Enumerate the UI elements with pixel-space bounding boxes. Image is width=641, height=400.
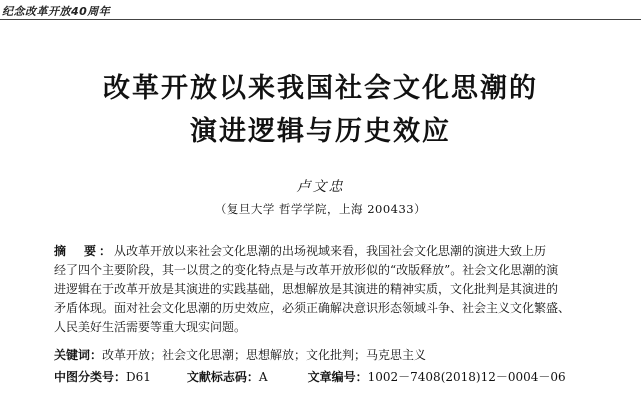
- abstract-line-2: 经了四个主要阶段，其一以贯之的变化特点是与改革开放形似的“改版释放”。社会文化思潮的演: [54, 263, 559, 277]
- abstract-text-1: 从改革开放以来社会文化思潮的出场视域来看，我国社会文化思潮的演进大致上历: [114, 244, 547, 258]
- abstract-label: 摘 要：: [54, 244, 115, 258]
- classification-info: [54, 368, 624, 385]
- article-number-label: 文章编号：: [307, 370, 368, 384]
- keywords-value: 改革开放；社会文化思潮；思想解放；文化批判；马克思主义: [102, 348, 427, 362]
- doc-code-label: 文献标志码：: [186, 370, 259, 384]
- abstract: [54, 242, 616, 337]
- abstract-line-1: [54, 242, 616, 261]
- author-affiliation: （复旦大学 哲学学院，上海 200433）: [214, 202, 427, 216]
- abstract-line-4: 矛盾体现。面对社会文化思潮的历史效应，必须正确解决意识形态领域斗争、社会主义文化繁盛、: [54, 301, 571, 315]
- keywords-label: 关键词：: [54, 348, 103, 362]
- running-head: 纪念改革开放40周年: [2, 5, 111, 18]
- article-number-value: 1002－7408(2018)12－0004－06: [367, 370, 566, 384]
- abstract-line-3: 进逻辑在于改革开放是其演进的实践基础，思想解放是其演进的精神实质，文化批判是其演进的: [54, 282, 559, 296]
- doc-code-value: A: [258, 370, 268, 384]
- header-rule: [0, 19, 641, 20]
- article-title-line-2: 演进逻辑与历史效应: [190, 116, 451, 147]
- keywords: [54, 346, 624, 363]
- clc-value: D61: [126, 370, 151, 384]
- abstract-line-5: 人民美好生活需要等重大现实问题。: [54, 320, 247, 334]
- clc-label: 中图分类号：: [54, 370, 127, 384]
- article-title-line-1: 改革开放以来我国社会文化思潮的: [103, 73, 538, 104]
- author-name: 卢文忠: [296, 179, 345, 195]
